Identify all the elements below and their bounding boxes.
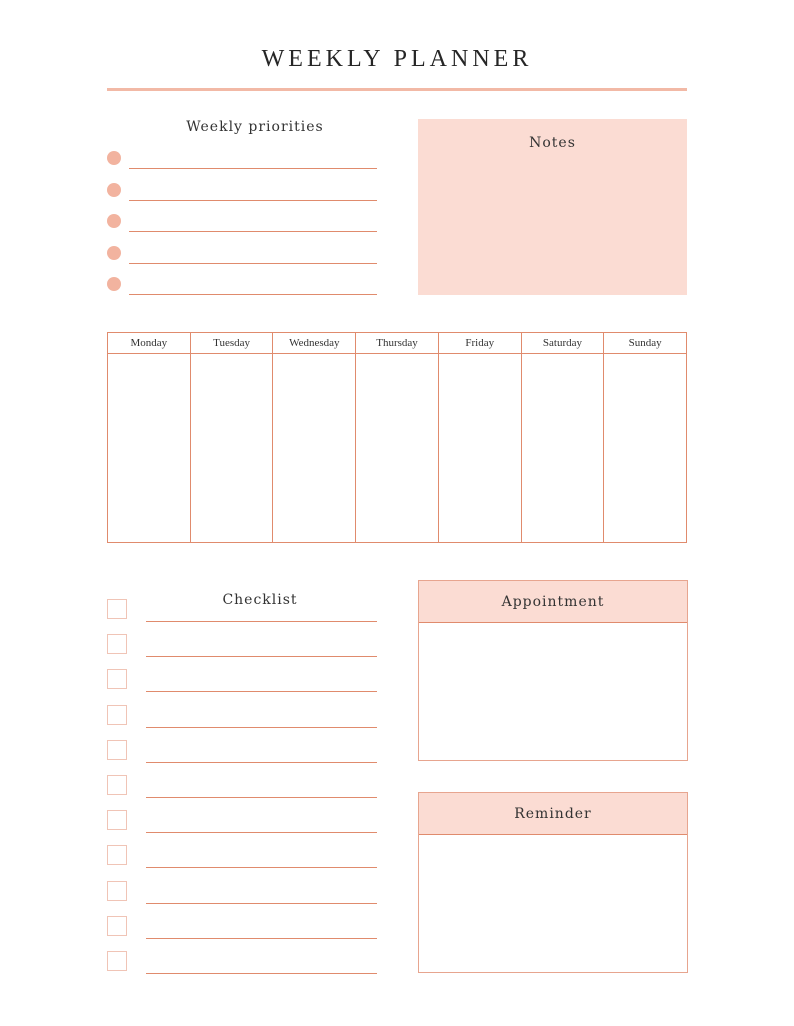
title-divider xyxy=(107,88,687,91)
checklist-checkbox[interactable] xyxy=(107,634,127,654)
checklist-line[interactable] xyxy=(146,832,377,833)
notes-box[interactable] xyxy=(418,119,687,295)
day-cell[interactable] xyxy=(108,354,190,542)
checklist-line[interactable] xyxy=(146,656,377,657)
priority-line[interactable] xyxy=(129,231,377,232)
day-header: Monday xyxy=(108,333,190,354)
day-header: Thursday xyxy=(356,333,438,354)
priority-line[interactable] xyxy=(129,200,377,201)
day-header: Wednesday xyxy=(273,333,355,354)
checklist-line[interactable] xyxy=(146,867,377,868)
priority-line[interactable] xyxy=(129,168,377,169)
reminder-panel[interactable] xyxy=(418,792,688,973)
checklist-line[interactable] xyxy=(146,691,377,692)
checklist-checkbox[interactable] xyxy=(107,845,127,865)
priority-bullet xyxy=(107,183,121,197)
day-header: Tuesday xyxy=(191,333,273,354)
appointment-panel[interactable] xyxy=(418,580,688,761)
priority-bullet xyxy=(107,214,121,228)
day-header: Friday xyxy=(439,333,521,354)
week-table xyxy=(107,332,687,543)
checklist-line[interactable] xyxy=(146,727,377,728)
priority-line[interactable] xyxy=(129,263,377,264)
day-column xyxy=(356,333,439,542)
day-column xyxy=(439,333,522,542)
checklist-checkbox[interactable] xyxy=(107,740,127,760)
checklist-checkbox[interactable] xyxy=(107,669,127,689)
day-cell[interactable] xyxy=(522,354,604,542)
day-column xyxy=(108,333,191,542)
priority-line[interactable] xyxy=(129,294,377,295)
day-header: Saturday xyxy=(522,333,604,354)
priorities-heading: Weekly priorities xyxy=(186,119,324,135)
day-column xyxy=(273,333,356,542)
checklist-checkbox[interactable] xyxy=(107,916,127,936)
checklist-line[interactable] xyxy=(146,938,377,939)
priority-bullet xyxy=(107,151,121,165)
day-column xyxy=(191,333,274,542)
checklist-line[interactable] xyxy=(146,797,377,798)
priority-bullet xyxy=(107,246,121,260)
checklist-checkbox[interactable] xyxy=(107,810,127,830)
checklist-checkbox[interactable] xyxy=(107,599,127,619)
day-column xyxy=(604,333,686,542)
appointment-heading: Appointment xyxy=(419,581,687,623)
day-column xyxy=(522,333,605,542)
day-cell[interactable] xyxy=(273,354,355,542)
day-cell[interactable] xyxy=(356,354,438,542)
day-cell[interactable] xyxy=(191,354,273,542)
checklist-heading: Checklist xyxy=(222,592,298,608)
checklist-line[interactable] xyxy=(146,903,377,904)
priority-bullet xyxy=(107,277,121,291)
notes-heading: Notes xyxy=(529,135,576,151)
checklist-checkbox[interactable] xyxy=(107,951,127,971)
checklist-checkbox[interactable] xyxy=(107,775,127,795)
checklist-line[interactable] xyxy=(146,762,377,763)
checklist-line[interactable] xyxy=(146,621,377,622)
reminder-heading: Reminder xyxy=(419,793,687,835)
day-cell[interactable] xyxy=(439,354,521,542)
day-cell[interactable] xyxy=(604,354,686,542)
checklist-checkbox[interactable] xyxy=(107,705,127,725)
page-title: WEEKLY PLANNER xyxy=(261,46,533,72)
checklist-checkbox[interactable] xyxy=(107,881,127,901)
day-header: Sunday xyxy=(604,333,686,354)
checklist-line[interactable] xyxy=(146,973,377,974)
